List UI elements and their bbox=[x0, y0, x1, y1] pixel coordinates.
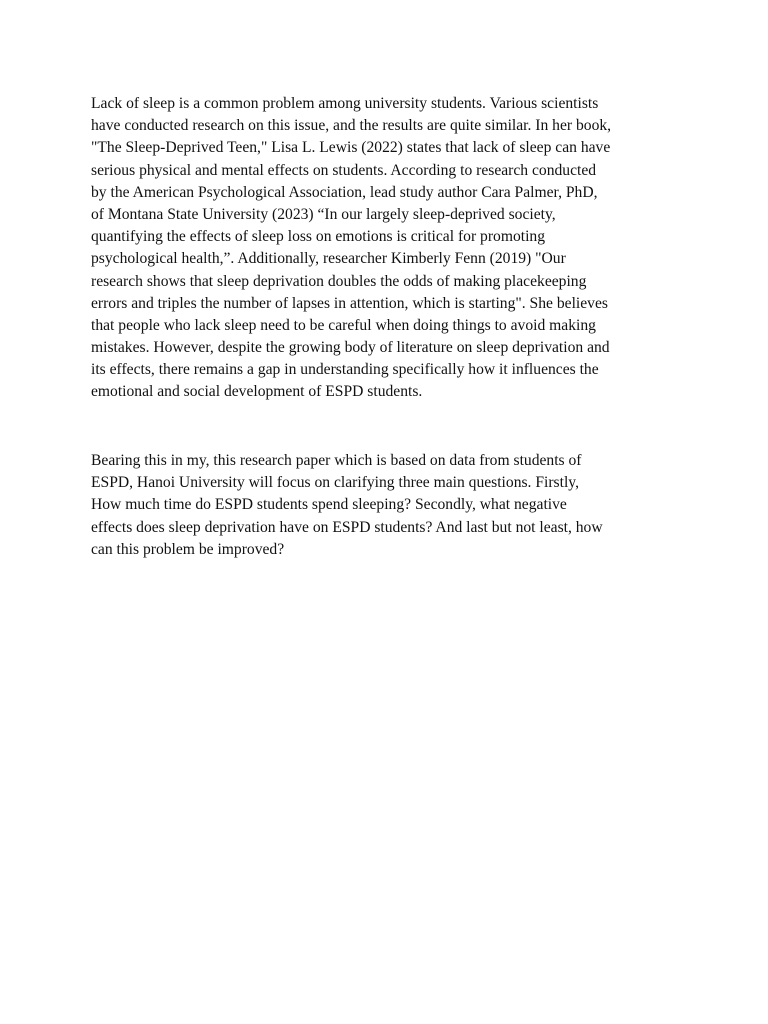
text-line: psychological health,”. Additionally, researcher Kimberly Fenn (2019) "Our bbox=[91, 250, 566, 268]
paragraph-research-questions bbox=[91, 450, 691, 561]
text-line: Bearing this in my, this research paper which is based on data from students of bbox=[91, 452, 582, 469]
text-line: effects does sleep deprivation have on ESPD students? And last but not least, how bbox=[91, 518, 603, 536]
text-line: ESPD, Hanoi University will focus on clarifying three main questions. Firstly, bbox=[91, 474, 579, 492]
text-line: emotional and social development of ESPD students. bbox=[91, 383, 423, 401]
text-line: mistakes. However, despite the growing body of literature on sleep deprivation and bbox=[91, 339, 610, 357]
text-line: "The Sleep-Deprived Teen," Lisa L. Lewis (2022) states that lack of sleep can have bbox=[91, 139, 611, 157]
text-line: of Montana State University (2023) “In our largely sleep-deprived society, bbox=[91, 205, 556, 223]
text-line: have conducted research on this issue, and the results are quite similar. In her book, bbox=[91, 117, 612, 135]
paragraph-sleep-literature bbox=[91, 93, 691, 404]
text-line: by the American Psychological Association, lead study author Cara Palmer, PhD, bbox=[91, 183, 598, 201]
text-line: quantifying the effects of sleep loss on emotions is critical for promoting bbox=[91, 228, 546, 246]
text-line: serious physical and mental effects on students. According to research conducted bbox=[91, 161, 597, 179]
text-line: Lack of sleep is a common problem among university students. Various scientists bbox=[91, 95, 599, 112]
text-line: its effects, there remains a gap in understanding specifically how it influences the bbox=[91, 361, 599, 379]
text-line: errors and triples the number of lapses in attention, which is starting". She believes bbox=[91, 294, 608, 312]
text-line: that people who lack sleep need to be careful when doing things to avoid making bbox=[91, 316, 596, 334]
text-line: can this problem be improved? bbox=[91, 540, 285, 558]
text-line: research shows that sleep deprivation doubles the odds of making placekeeping bbox=[91, 272, 587, 290]
text-line: How much time do ESPD students spend sleeping? Secondly, what negative bbox=[91, 496, 567, 514]
